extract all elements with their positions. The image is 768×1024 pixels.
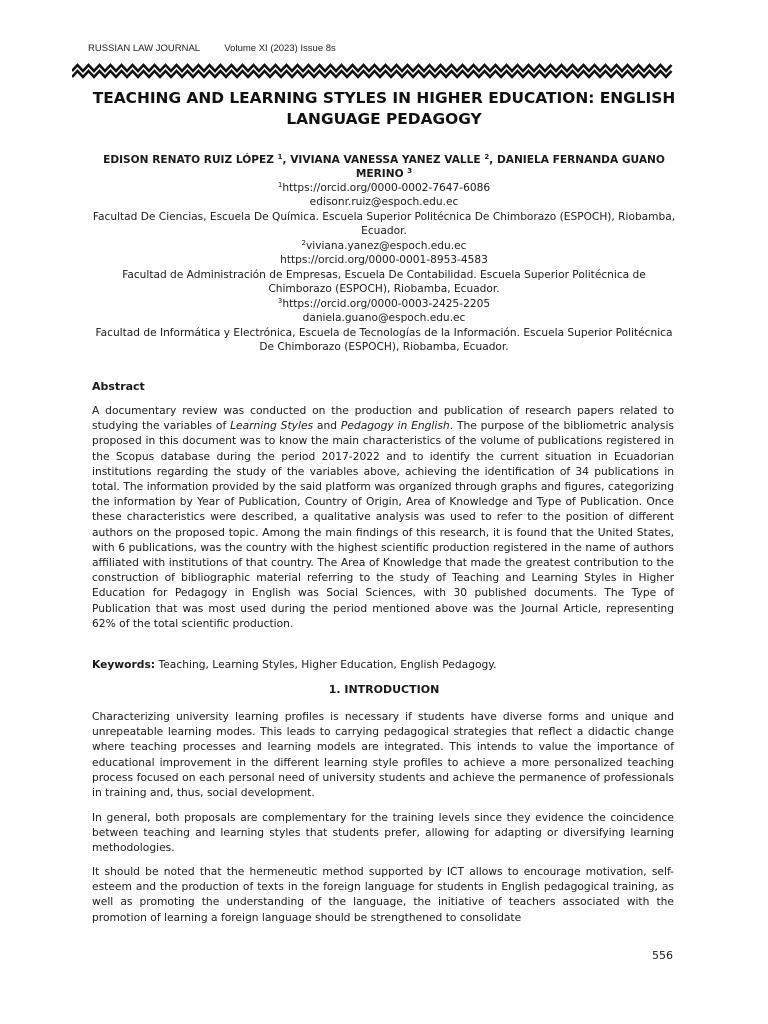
institution: Facultad de Informática y Electrónica, Escuela de Tecnologías de la Información. Escuela Superior Politécnica De Chimborazo (ESPOCH), Riobamba, Ecuador. (95, 326, 673, 353)
orcid-link[interactable]: https://orcid.org/0000-0002-7647-6086 (282, 182, 491, 194)
abstract-text: . The purpose of the bibliometric analysis proposed in this document was to know the main characteristics of the volume of publications registered in the Scopus database during the period 2017-2022 and to identify the current situation in Ecuadorian institutions regarding the study of the variables above, achieving the identification of 34 publications in total. The information provided by the said platform was organized through graphs and figures, categorizing the information by Year of Publication, Country of Origin, Area of Knowledge and Type of Publication. Once these characteristics were described, a qualitative analysis was used to refer to the position of different authors on the proposed topic. Among the main findings of this research, it is found that the United States, with 6 publications, was the country with the highest scientific production registered in the name of authors affiliated with institutions of that country. The Area of Knowledge that made the greatest contribution to the construction of bibliographic material referring to the study of Teaching and Learning Styles in Higher Education for Pedagogy in English was Social Sciences, with 30 published documents. The Type of Publication that was most used during the period mentioned above was the Journal Article, representing 62% of the total scientific production. (92, 419, 674, 630)
section-heading: 1. INTRODUCTION (328, 683, 440, 696)
author-mark: 2 (484, 153, 490, 161)
email-link[interactable]: edisonr.ruiz@espoch.edu.ec (309, 196, 459, 209)
author-name: EDISON RENATO RUIZ LÓPEZ (103, 154, 274, 166)
paper-title: TEACHING AND LEARNING STYLES IN HIGHER EDUCATION: ENGLISH LANGUAGE PEDAGOGY (92, 89, 676, 128)
orcid-link[interactable]: https://orcid.org/0000-0003-2425-2205 (282, 297, 491, 310)
journal-volume: Volume XI (2023) Issue 8s (224, 43, 336, 54)
email-link[interactable]: daniela.guano@espoch.edu.ec (302, 312, 466, 325)
body-paragraph: Characterizing university learning profiles is necessary if students have diverse forms and unique and unrepeatable learning modes. This leads to carrying pedagogical strategies that reflect a didactic change where teaching processes and learning models are integrated. This intends to value the importance of educational improvement in the different learning style profiles to achieve a more personalized teaching process focused on each personal need of university students and achieve the permanence of professionals in training and, thus, social development. (92, 710, 674, 800)
institution: Facultad De Ciencias, Escuela De Química. Escuela Superior Politécnica De Chimborazo (ESPOCH), Riobamba, Ecuador. (92, 210, 676, 238)
author-list (92, 154, 676, 181)
affiliations (92, 181, 676, 354)
affiliation-mark: 3 (277, 296, 283, 305)
author-name: , DANIELA FERNANDA GUANO MERINO (355, 154, 665, 180)
journal-name: RUSSIAN LAW JOURNAL (88, 43, 200, 54)
affiliation-mark: 2 (301, 238, 306, 247)
abstract-emphasis: Pedagogy in English (340, 419, 450, 433)
email-link[interactable]: viviana.yanez@espoch.edu.ec (306, 239, 467, 252)
abstract-heading: Abstract (92, 380, 145, 393)
orcid-link[interactable]: https://orcid.org/0000-0001-8953-4583 (280, 254, 488, 267)
affiliation-line (92, 181, 676, 195)
abstract-paragraph (92, 403, 674, 631)
page-number: 556 (652, 949, 673, 962)
affiliation-mark: 1 (277, 181, 283, 189)
decorative-zigzag-border (72, 63, 676, 79)
author-name: , VIVIANA VANESSA YANEZ VALLE (282, 154, 481, 166)
keywords-text: Teaching, Learning Styles, Higher Education, English Pedagogy. (155, 658, 497, 671)
keywords-label: Keywords: (92, 658, 156, 671)
abstract-emphasis: Learning Styles (230, 419, 314, 433)
abstract-text: A documentary review was conducted on the production and publication of research papers related to studying the variables of (92, 404, 674, 433)
body-paragraph: It should be noted that the hermeneutic method supported by ICT allows to encourage motivation, self-esteem and the production of texts in the foreign language for students in English pedagogical training, as well as promoting the understanding of the language, the initiative of teachers associated with the promotion of learning a foreign language should be strengthened to consolidate (92, 865, 674, 924)
author-mark: 3 (407, 166, 413, 175)
running-head (88, 43, 336, 54)
keywords-line (92, 657, 674, 672)
body-paragraph: In general, both proposals are complementary for the training levels since they evidence the coincidence between teaching and learning styles that students prefer, allowing for adapting or diversifying learning methodologies. (92, 811, 674, 855)
institution: Facultad de Administración de Empresas, Escuela De Contabilidad. Escuela Superior Politécnica de Chimborazo (ESPOCH), Riobamba, Ecuador. (122, 268, 646, 296)
abstract-text: and (313, 419, 341, 433)
affiliation-line (92, 297, 676, 311)
author-mark: 1 (277, 153, 283, 161)
affiliation-line (92, 239, 676, 253)
